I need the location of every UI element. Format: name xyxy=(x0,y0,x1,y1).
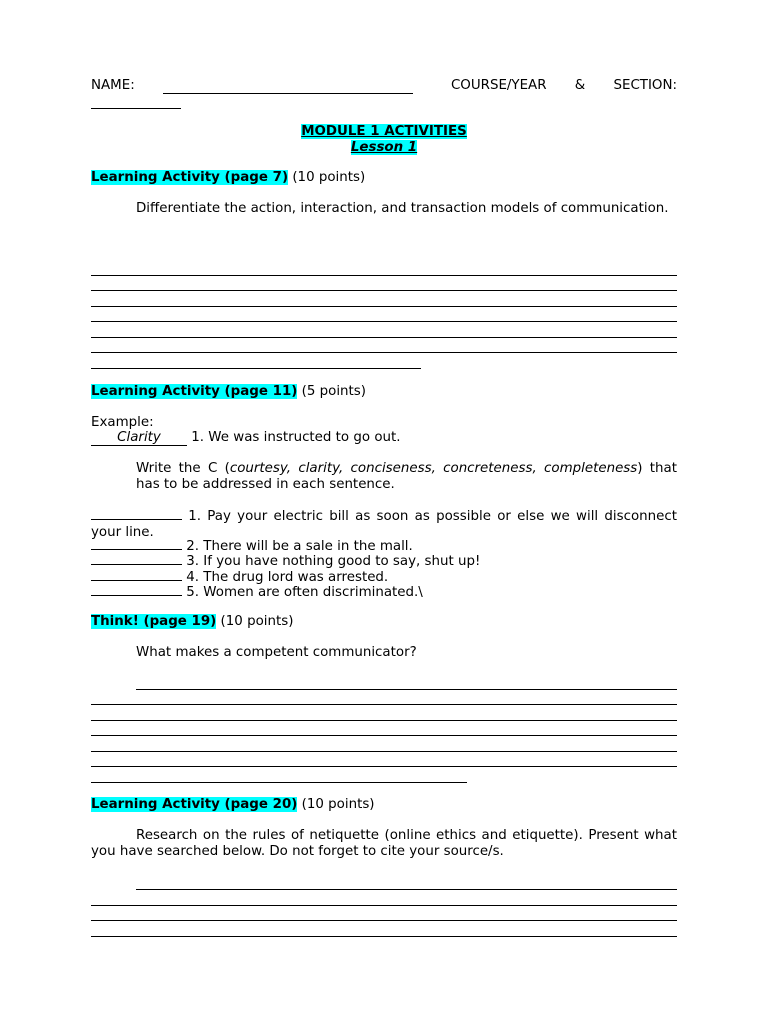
answer-line[interactable] xyxy=(91,905,677,906)
section-blank[interactable] xyxy=(91,108,181,109)
name-blank[interactable] xyxy=(163,93,413,94)
lesson-title: Lesson 1 xyxy=(350,139,418,155)
section2-heading-row xyxy=(91,384,677,400)
section3-heading: Think! (page 19) xyxy=(91,614,217,629)
answer-line[interactable] xyxy=(91,766,677,767)
answer-line[interactable] xyxy=(91,275,677,276)
instruction-italic: courtesy, clarity, conciseness, concreteness, completeness xyxy=(229,461,638,476)
item-1 xyxy=(91,508,677,540)
section1-heading: Learning Activity (page 7) xyxy=(91,170,289,185)
section4-points: (10 points) xyxy=(297,797,375,812)
section1-prompt-text: Differentiate the action, interaction, and transaction models of communication. xyxy=(136,201,669,216)
example-answer: Clarity xyxy=(91,431,187,446)
section3-heading-row xyxy=(91,614,677,630)
answer-line[interactable] xyxy=(91,704,677,705)
item-text: 1. Pay your electric bill as soon as possible or else we will disconnect your line. xyxy=(91,509,677,540)
item-blank[interactable] xyxy=(91,508,182,520)
example-label: Example: xyxy=(91,415,154,430)
example-row xyxy=(91,430,677,446)
instruction-prefix: Write the C ( xyxy=(136,461,230,476)
item-text: 3. If you have nothing good to say, shut up! xyxy=(186,554,481,569)
answer-line[interactable] xyxy=(91,306,677,307)
section1-heading-row xyxy=(91,170,677,186)
instruction-suffix: ) that has to be addressed in each sentence. xyxy=(136,461,678,492)
section4-prompt: Research on the rules of netiquette (online ethics and etiquette). Present what you have searched below. Do not forget to cite your source/s. xyxy=(91,828,677,859)
module-title: MODULE 1 ACTIVITIES xyxy=(301,124,467,139)
answer-line[interactable] xyxy=(91,321,677,322)
answer-line[interactable] xyxy=(91,751,677,752)
header-row xyxy=(91,78,677,94)
section3-points: (10 points) xyxy=(216,614,294,629)
item-text: 2. There will be a sale in the mall. xyxy=(186,539,413,554)
answer-line[interactable] xyxy=(91,337,677,338)
answer-line[interactable] xyxy=(91,936,677,937)
section1-points: (10 points) xyxy=(288,170,366,185)
item-5 xyxy=(91,584,677,601)
answer-line[interactable] xyxy=(91,720,677,721)
section2-points: (5 points) xyxy=(297,384,366,399)
answer-line[interactable] xyxy=(91,735,677,736)
section4-heading: Learning Activity (page 20) xyxy=(91,797,298,812)
answer-line[interactable] xyxy=(91,290,677,291)
answer-line[interactable] xyxy=(91,782,467,783)
example-item: 1. We was instructed to go out. xyxy=(191,430,401,445)
item-blank[interactable] xyxy=(91,584,182,596)
section4-heading-row xyxy=(91,797,677,813)
name-label: NAME: xyxy=(91,78,135,93)
item-blank[interactable] xyxy=(91,538,182,550)
section1-prompt xyxy=(91,201,677,217)
section2-heading: Learning Activity (page 11) xyxy=(91,384,298,399)
item-3 xyxy=(91,553,677,570)
answer-line[interactable] xyxy=(136,689,677,690)
section2-instruction xyxy=(91,461,677,492)
answer-line[interactable] xyxy=(136,889,677,890)
answer-line[interactable] xyxy=(91,920,677,921)
answer-line[interactable] xyxy=(91,352,677,353)
section3-prompt: What makes a competent communicator? xyxy=(136,645,417,660)
title-block xyxy=(91,124,677,155)
course-label: COURSE/YEAR & SECTION: xyxy=(450,78,677,93)
item-text: 4. The drug lord was arrested. xyxy=(186,570,389,585)
item-text: 5. Women are often discriminated.\ xyxy=(186,585,423,600)
item-blank[interactable] xyxy=(91,553,182,565)
item-blank[interactable] xyxy=(91,569,182,581)
answer-line[interactable] xyxy=(91,368,421,369)
